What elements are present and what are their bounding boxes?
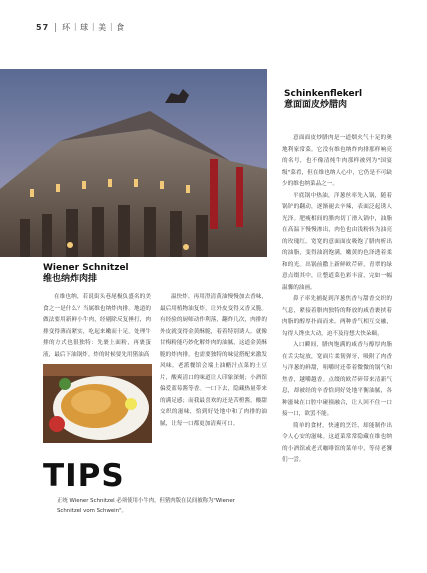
schnitzel-title-en: Wiener Schnitzel [43, 263, 129, 273]
section-label: 环｜球｜美｜食 [62, 23, 126, 32]
tips-heading: TIPS [43, 458, 125, 494]
schnitzel-paragraph-2: 温快炸，再用澄清黄油慢慢加去香味，最后用植物油复炸，让外皮变得又香又脆。有经验的厨师动作利落，翻炸几次，肉排的外皮就变得金黄酥脆，着着特别诱人。就像甘梅粉能巧妙化解炸肉的油腻，这道金黄酥脆的炸肉排，也需要独特的味觉搭配来激发风味。老派餐馆会端上油醋汁点菜的土豆片，酸爽清口的味道让人印象深刻；小酒馆偏爱蓝莓酱等香。一口下去，隐藏热量带来的满足感；而我最喜欢的还是苦橙酱，酸甜交织的滋味，恰到好处地中和了肉排的油腻，让每一口都更加清爽可口。 [160, 294, 267, 427]
page-header [36, 22, 125, 33]
page-number: 57 [36, 23, 50, 32]
building-photo [0, 69, 267, 257]
schinkenflekerl-paragraph-3: 鼻子率先捕捉到洋葱焦香与甜香交织的气息，紧接着腊肉独特的释放的咸香裹挟着肉脂的醇厚扑面而来。两种香气相互交融，勾得人馋虫大动，迫不及待想大快朵颐。 [282, 296, 392, 337]
schnitzel-title-cn: 维也纳炸肉排 [43, 274, 98, 284]
schinkenflekerl-body [282, 133, 392, 467]
schinkenflekerl-paragraph-1: 意面面皮炒腊肉是一道烟火气十足的奥地利家常菜。它没有维也纳炸肉排那样响亮的名号，也不像清炖牛肉那样被列为"国宴级"菜肴，但在维也纳人心中，它仍是不可缺少的维也纳菜品之一。 [282, 135, 392, 187]
schinkenflekerl-title-en: Schinkenflekerl [284, 89, 363, 99]
schnitzel-title [43, 263, 129, 285]
schnitzel-paragraph-1: 在维也纳，若说街头巷尾极负盛名的美食之一是什么？当属维也纳炸肉排。地道的做法要用新鲜小牛肉，经剔除反复捶打，肉排变得薄而紧实，吃起来嫩而十足。处理牛排的方式也很独特：先裹上面粉，再裹蛋液，最后下油锅炸。炸的时候要先用猪油高 [43, 294, 151, 358]
schinkenflekerl-title [284, 89, 362, 111]
schnitzel-plate-photo [43, 364, 152, 443]
schnitzel-illustration [43, 364, 152, 443]
building-illustration [0, 69, 267, 257]
schinkenflekerl-paragraph-5: 简单的食材，快速的烹饪，却能制作出令人心安的滋味。这道菜常常隐藏在维也纳的小酒馆或老式咖啡馆的菜单中，等待老饕们一尝。 [282, 422, 392, 463]
schinkenflekerl-paragraph-2: 平底锅中热油，洋葱丝率先入锅，随着锅铲的翻动，逐渐褪去辛辣，表面泛起诱人光泽。肥瘦相间的腊肉切丁滑入锅中，油脂在高温下慢慢渗出，肉色也由浅粉转为油亮的玫瑰红。宽宽的意面面皮吸饱了腊肉析出的油脂，变得油润饱满，嫩黄的色泽透着柔和的光。出锅前撒上新鲜欧芹碎，青翠的绿意点缀其中，让整道菜色彩丰富，完如一幅温馨的油画。 [282, 192, 392, 291]
schinkenflekerl-title-cn: 意面面皮炒腊肉 [284, 100, 348, 110]
schinkenflekerl-paragraph-4: 入口瞬间，腊肉饱满的咸香与醇厚肉脂在舌尖绽放，宽面片柔韧弹牙，吸附了肉香与洋葱的鲜甜，咀嚼时还带着微微的锅气和焦香，越嚼越香。点缀的欧芹碎带来清新气息，却被经的辛香恰到好处地平衡油腻，各种滋味在口腔中碰撞融合，让人回不住一口接一口，欲罢不能。 [282, 342, 392, 417]
tips-text: 正统 Wiener Schnitzel 必须使用小牛肉，但猪肉版在民间被称为"Wiener Schnitzel vom Schwein"。 [57, 498, 235, 514]
header-divider [55, 23, 56, 32]
